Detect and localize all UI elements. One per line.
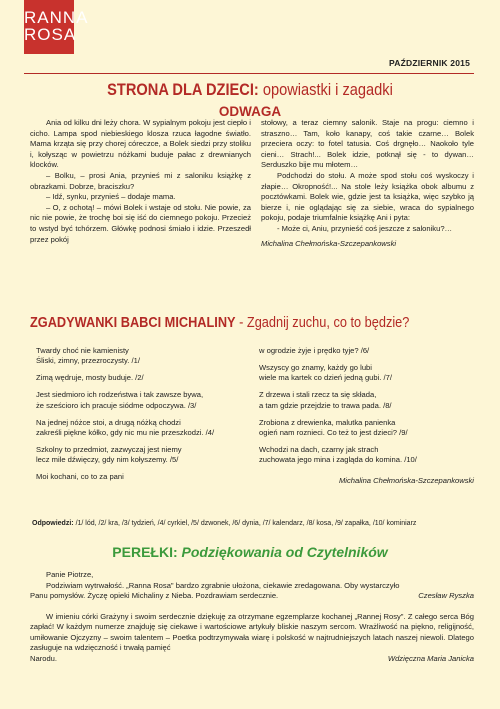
- story-paragraph: stołowy, a teraz ciemny salonik. Staje na progu: ciemno i straszno… Tam, koło kanapy, coś takie czarne… Bolek przeciera oczy: to fotel tatusia. Coś drgnęło… Naokoło tyle cieni… Strach!... Bolek idzie, potknął się - to dywan… Serduszko bije mu młotem…: [261, 118, 474, 170]
- riddle: Zrobiona z drewienka, malutka panienka ogień nam rozniеci. Co też to jest dzieci? /9/: [259, 417, 408, 437]
- riddle-answers: [32, 520, 416, 527]
- section-title-children: [35, 80, 465, 100]
- riddle: Jest siedmioro ich rodzeństwa i tak zawsze bywa, że sześcioro ich pracuje siódme odpoczywa. /3/: [36, 390, 204, 410]
- section-title-pearls: [0, 544, 500, 560]
- letter-1-text: Podziwiam wytrwałość. „Ranna Rosa" bardzo zgrabnie ułożona, ciekawie zredagowana. Oby wystarczyło: [46, 580, 400, 590]
- riddle: Wchodzi na dach, czarny jak strach zuchowata jego mina i zagląda do komina. /10/: [259, 444, 417, 465]
- riddle: Wszyscy go znamy, każdy go lubi wiele ma kartek co dzień jedną gubi. /7/: [259, 362, 392, 383]
- riddle: w ogrodzie żyje i prędko tyje? /6/: [259, 346, 370, 355]
- riddle: Szkolny to przedmiot, zazwyczaj jest niemy lecz mile dźwięczy, gdy nim kołyszemy. /5/: [36, 444, 182, 465]
- letter-1-signature: Czesław Ryszka: [418, 591, 474, 600]
- riddle: Moi kochani, co to za pani: [36, 472, 124, 482]
- riddles-signature: Michalina Chełmońska-Szczepankowski: [338, 475, 474, 485]
- logo-line-2: ROSA: [24, 25, 77, 44]
- letter-2-signature: Wdzięczna Maria Janicka: [387, 653, 474, 663]
- letter-2-text: W imieniu córki Grażyny i swoim serdecznie dziękuję za otrzymane egzemplarze kochanej „Rannej Rosy". Z całego serca Bóg zapłać! W każdym numerze znajduję się ciekawe i wartościowe artykuły bliskie naszym sercom. Wrażliwość na piękno, religijność, umiłowanie Ojczyzny – swoim talentem – Poetka podtrzymywała wiarę i polskość w najtrudniejszych latach naszej niewoli. Dlatego zasługuje na wdzięczność i trwałą pamięć: [30, 611, 474, 652]
- letter-2-last-line: [30, 654, 474, 665]
- riddle: Z drzewa i stali rzecz ta się składa, a tam gdzie przejdzie to trawa pada. /8/: [259, 390, 392, 410]
- riddle: Twardy choć nie kamienisty Śliski, zimny, przezroczysty. /1/: [36, 346, 140, 366]
- section-title-thin: opowiastki i zagadki: [258, 80, 393, 99]
- riddles-title-bold: ZGADYWANKI BABCI MICHALINY: [30, 315, 236, 331]
- story-right-column: [261, 118, 474, 249]
- section-title-bold: STRONA DLA DZIECI:: [107, 80, 259, 99]
- riddle: Zimą wędruje, mosty buduje. /2/: [36, 373, 144, 383]
- story-title: ODWAGA: [218, 104, 282, 119]
- letter-2-end: Narodu.: [30, 653, 58, 663]
- riddles-title-thin: - Zgadnij zuchu, co to będzie?: [235, 315, 410, 331]
- section-title-riddles: [30, 315, 409, 331]
- letter-greeting: Panie Piotrze,: [46, 570, 94, 579]
- story-signature: Michalina Chełmońska-Szczepankowski: [261, 238, 397, 248]
- logo: [24, 0, 89, 54]
- story-paragraph: Ania od kilku dni leży chora. W sypialnym pokoju jest ciepło i cicho. Lampa spod niebieskiego klosza rzuca łagodne światło. Mama krząta się przy chorej córeczce, a Bolek siedzi przy stoliku i, kołysząc w powietrzu nóżkami buduje pałac z drewnianych klocków.: [30, 118, 251, 170]
- story-paragraph: – Idź, synku, przynieś – dodaje mama.: [46, 192, 176, 202]
- letter-1-last-line: [30, 591, 474, 602]
- story-paragraph: - Może ci, Aniu, przynieść coś jeszcze z saloniku?…: [277, 223, 453, 233]
- answers-label: Odpowiedzi:: [32, 520, 74, 527]
- answers-text: /1/ lód, /2/ kra, /3/ tydzień, /4/ cyrkiel, /5/ dzwonek, /6/ dynia, /7/ kalendarz, /8/ kosa, /9/ zapałka, /10/ kominiarz: [75, 520, 417, 527]
- pearls-title-bold: PEREŁKI:: [112, 544, 178, 560]
- pearls-title-italic: Podziękowania od Czytelników: [177, 544, 388, 560]
- story-paragraph: – O, z ochotą! – mówi Bolek i wstaje od stołu. Nie powie, za nic nie powie, że trochę boi się iść do ciemnego pokoju. Przecież to wstyd być tchórzem. Główkę podnosi śmiało i idzie. Przeszedł przez pokój: [30, 202, 251, 244]
- story-paragraph: Podchodzi do stołu. A może spod stołu coś wyskoczy i złapie… Okropność!... Na stole leży książka obok albumu z pocztówkami. Bolek wie, gdzie jest ta książka, więc szybko ją bierze i, nie oglądając się za siebie, wraca do sypialnego pokoju, podaje triumfalnie książkę Ani i pyta:: [261, 170, 474, 223]
- story-left-column: [30, 118, 251, 245]
- riddle: Na jednej nóżce stoi, a drugą nóżką chodzi zakreśli piękne kółko, gdy nic mu nie przeszkodzi. /4/: [36, 417, 215, 437]
- letter-1-end: Panu pomysłów. Życzę opieki Michaliny z Nieba. Pozdrawiam serdecznie.: [30, 591, 279, 600]
- reader-letters: [30, 570, 474, 664]
- riddles-left-column: [36, 346, 251, 489]
- story-paragraph: – Bolku, – prosi Ania, przynieś mi z saloniku książkę z obrazkami. Dobrze, braciszku?: [30, 170, 251, 191]
- riddles-right-column: [259, 346, 474, 493]
- issue-month: PAŹDZIERNIK 2015: [389, 58, 470, 68]
- logo-line-1: RANNA: [24, 8, 89, 27]
- header-divider: [24, 73, 474, 74]
